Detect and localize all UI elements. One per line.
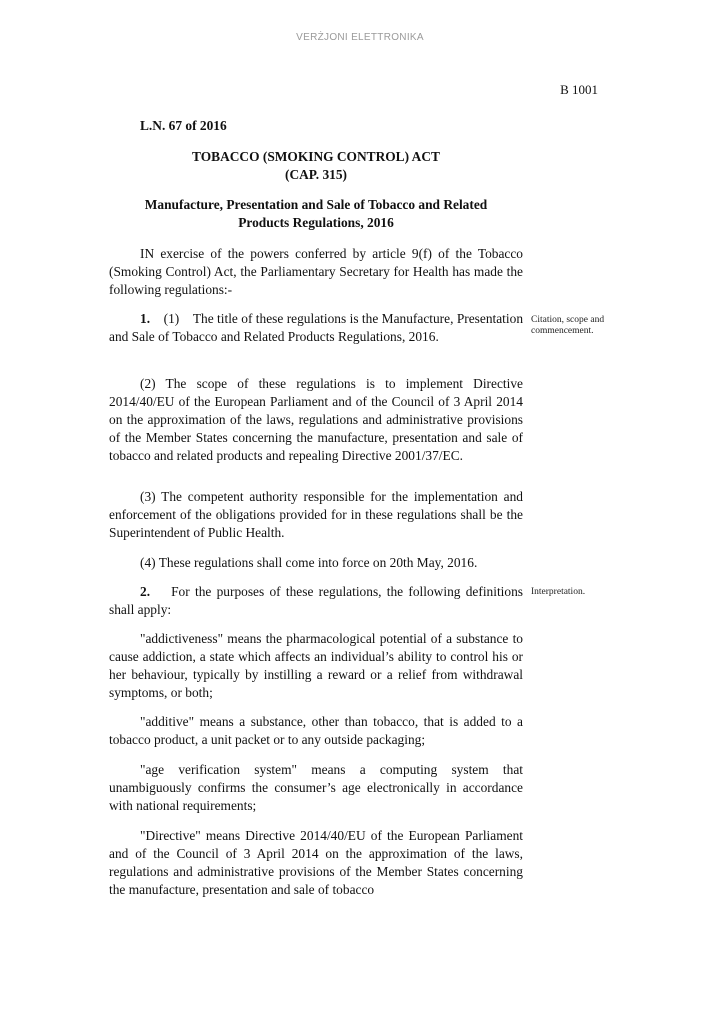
definition-additive: "additive" means a substance, other than tobacco, that is added to a tobacco product, a unit packet or to any outside packaging; [109,714,523,747]
act-title [109,148,523,184]
margin-note-interpretation: Interpretation. [531,587,586,597]
regulation-1-subregulation-4: (4) These regulations shall come into force on 20th May, 2016. [140,555,478,570]
margin-note-citation: Citation, scope and commencement. [531,315,605,336]
act-title-line1: TOBACCO (SMOKING CONTROL) ACT [192,149,440,164]
subregulation-1-label: (1) [163,311,180,326]
act-title-line2: (CAP. 315) [285,167,347,182]
regulation-2-intro-text: For the purposes of these regulations, the following definitions shall apply: [109,584,524,617]
subregulation-1-text: The title of these regulations is the Manufacture, Presentation and Sale of Tobacco and Related Products Regulations, 2016. [109,311,524,344]
regulation-1-number: 1. [140,311,151,326]
legal-notice-number: L.N. 67 of 2016 [140,118,227,133]
definition-directive: "Directive" means Directive 2014/40/EU of the European Parliament and of the Council of 3 April 2014 on the approximation of the laws, regulations and administrative provisions of the Member States concerning the manufacture, presentation and sale of tobacco [109,828,523,897]
regulation-2-number: 2. [140,584,151,599]
regulation-2-intro [109,583,523,619]
page-number: B 1001 [560,82,598,97]
regulation-1-subregulation-3: (3) The competent authority responsible for the implementation and enforcement of the obligations provided for in these regulations shall be the Superintendent of Public Health. [109,489,523,540]
watermark: VERŻJONI ELETTRONIKA [296,32,424,43]
regulation-title-line2: Products Regulations, 2016 [238,215,394,230]
regulation-1-subregulation-1 [109,310,523,346]
preamble: IN exercise of the powers conferred by article 9(f) of the Tobacco (Smoking Control) Act, the Parliamentary Secretary for Health has made the following regulations:- [109,246,523,297]
regulation-title-line1: Manufacture, Presentation and Sale of Tobacco and Related [144,197,488,212]
regulation-1-subregulation-2: (2) The scope of these regulations is to implement Directive 2014/40/EU of the European Parliament and of the Council of 3 April 2014 on the approximation of the laws, regulations and administrative provisions of the Member States concerning the manufacture, presentation and sale of tobacco and related products and repealing Directive 2001/37/EC. [109,376,523,463]
definition-addictiveness: "addictiveness" means the pharmacological potential of a substance to cause addiction, a state which affects an individual’s ability to control his or her behaviour, typically by instilling a reward or a relief from withdrawal symptoms, or both; [109,631,523,700]
definition-age-verification-system: "age verification system" means a computing system that unambiguously confirms the consumer’s age electronically in accordance with national requirements; [109,762,523,813]
regulation-title [109,196,523,232]
